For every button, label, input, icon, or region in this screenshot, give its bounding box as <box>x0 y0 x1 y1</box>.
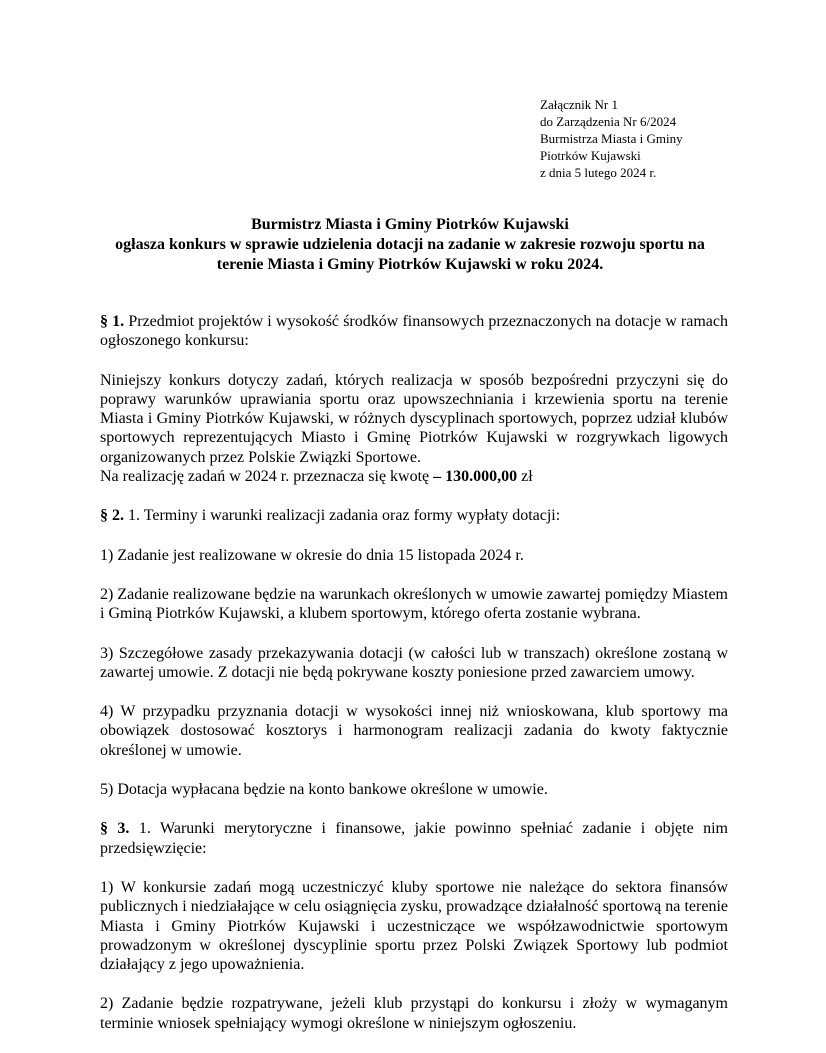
section-heading-text: Przedmiot projektów i wysokość środków finansowych przeznaczonych na dotacje w ramach ogłoszonego konkursu: <box>100 313 729 350</box>
document-title <box>96 215 724 275</box>
section-heading-text: 1. Terminy i warunki realizacji zadania oraz formy wypłaty dotacji: <box>124 507 561 525</box>
title-line: Burmistrz Miasta i Gminy Piotrków Kujawski <box>251 216 569 233</box>
section-heading-text: 1. Warunki merytoryczne i finansowe, jakie powinno spełniać zadanie i objęte nim przedsięwzięcie: <box>100 820 729 857</box>
section-mark: § 2. <box>100 507 124 525</box>
section-mark: § 1. <box>100 313 125 330</box>
annex-line: Piotrków Kujawski <box>540 148 641 163</box>
section-1-heading <box>100 312 728 351</box>
title-line: terenie Miasta i Gminy Piotrków Kujawski w roku 2024. <box>216 256 604 273</box>
section-2-heading <box>100 506 728 525</box>
section-1-text: Niniejszy konkurs dotyczy zadań, których realizacja w sposób bezpośredni przyczyni się do poprawy warunków uprawiania sportu oraz upowszechniania i krzewienia sportu na terenie Miasta i Gminy Piotrków Kujawski, w różnych dyscyplinach sportowych, poprzez udział klubów sportowych reprezentujących Miasto i Gminę Piotrków Kujawski w rozgrywkach ligowych organizowanych przez Polskie Związki Sportowe. <box>100 371 728 466</box>
title-line: ogłasza konkurs w sprawie udzielenia dotacji na zadanie w zakresie rozwoju sportu na <box>115 236 705 253</box>
annex-header <box>540 96 683 181</box>
section-2-item: 5) Dotacja wypłacana będzie na konto bankowe określone w umowie. <box>100 781 548 799</box>
annex-line: do Zarządzenia Nr 6/2024 <box>540 114 677 129</box>
annex-line: Burmistrza Miasta i Gminy <box>540 131 683 146</box>
section-2-item: 4) W przypadku przyznania dotacji w wysokości innej niż wnioskowana, klub sportowy ma obowiązek dostosować kosztorys i harmonogram realizacji zadania do kwoty faktycznie określonej w umowie. <box>100 703 728 759</box>
document-body <box>100 312 728 1053</box>
annex-line: Załącznik Nr 1 <box>540 97 618 112</box>
annex-line: z dnia 5 lutego 2024 r. <box>540 165 657 180</box>
section-2-item: 3) Szczegółowe zasady przekazywania dotacji (w całości lub w transzach) określone zostaną w zawartej umowie. Z dotacji nie będą pokrywane koszty poniesione przed zawarciem umowy. <box>100 644 728 681</box>
section-2-item: 2) Zadanie realizowane będzie na warunkach określonych w umowie zawartej pomiędzy Miastem i Gminą Piotrków Kujawski, a klubem sportowym, którego oferta zostanie wybrana. <box>100 585 728 623</box>
amount-value: – 130.000,00 <box>433 468 518 486</box>
section-2-item: 1) Zadanie jest realizowane w okresie do dnia 15 listopada 2024 r. <box>100 546 524 564</box>
section-1-amount <box>100 467 728 486</box>
section-3-item: 1) W konkursie zadań mogą uczestniczyć kluby sportowe nie należące do sektora finansów publicznych i niedziałające w celu osiągnięcia zysku, prowadzące działalność sportową na terenie Miasta i Gminy Piotrków Kujawski i uczestniczące we współzawodnictwie sportowym prowadzonym w określonej dyscyplinie sportu przez Polski Związek Sportowy lub podmiot działający z jego upoważnienia. <box>100 878 728 974</box>
section-3-item: 2) Zadanie będzie rozpatrywane, jeżeli klub przystąpi do konkursu i złoży w wymaganym terminie wniosek spełniający wymogi określone w niniejszym ogłoszeniu. <box>100 995 728 1032</box>
amount-prefix: Na realizację zadań w 2024 r. przeznacza się kwotę <box>100 468 434 486</box>
amount-currency: zł <box>517 468 533 486</box>
section-3-heading <box>100 819 728 858</box>
section-mark: § 3. <box>100 820 130 838</box>
